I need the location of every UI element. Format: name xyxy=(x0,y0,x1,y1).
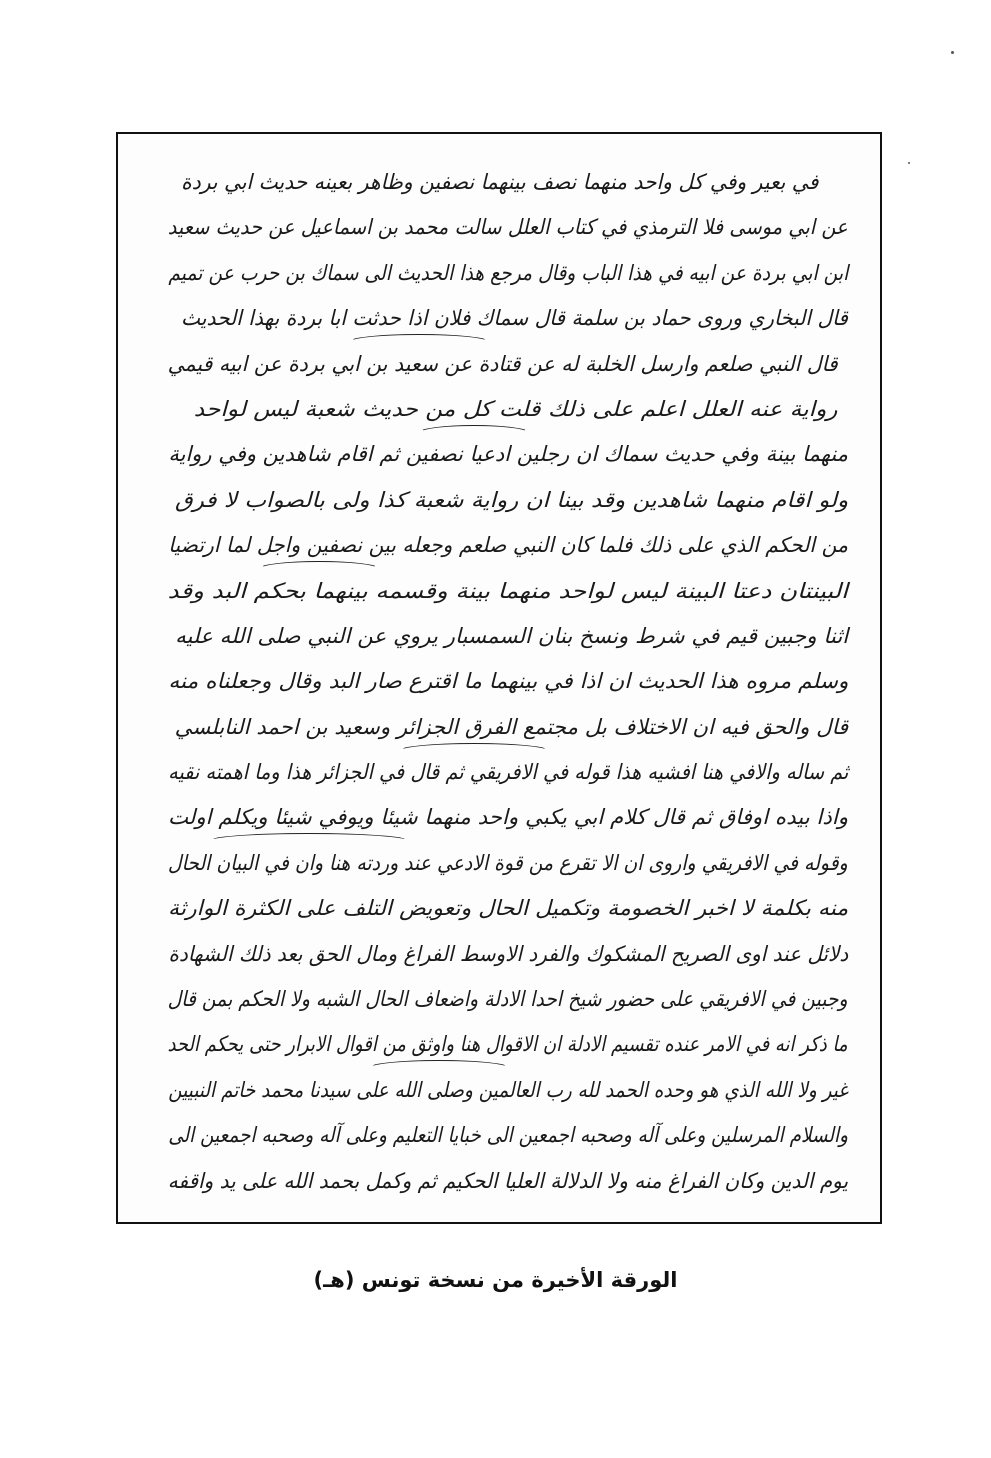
manuscript-line xyxy=(168,482,848,527)
manuscript-line xyxy=(168,1026,848,1071)
scan-speck xyxy=(908,162,910,164)
manuscript-text-block xyxy=(168,164,848,1208)
manuscript-line xyxy=(168,618,848,663)
manuscript-line xyxy=(168,346,848,391)
manuscript-line xyxy=(168,936,848,981)
manuscript-line-text: وقوله في الافريقي واروى ان الا تقرع من قوة الادعي عند وردته هنا وان في البيان الحال xyxy=(168,850,848,875)
scan-speck xyxy=(951,51,954,54)
manuscript-line-text: عن ابي موسى فلا الترمذي في كتاب العلل سالت محمد بن اسماعيل عن حديث سعيد xyxy=(168,215,848,240)
manuscript-line xyxy=(168,845,848,890)
manuscript-line-text: منهما بينة وفي حديث سماك ان رجلين ادعيا نصفين ثم اقام شاهدين وفي رواية xyxy=(168,442,848,467)
manuscript-line xyxy=(168,573,848,618)
manuscript-line-text: من الحكم الذي على ذلك فلما كان النبي صلعم وجعله بين نصفين واجل لما ارتضيا xyxy=(168,533,848,558)
manuscript-line xyxy=(168,209,848,254)
manuscript-line-text: غير ولا الله الذي هو وحده الحمد لله رب العالمين وصلى الله على سيدنا محمد خاتم النبيين xyxy=(168,1077,848,1102)
manuscript-line xyxy=(168,709,848,754)
manuscript-line xyxy=(168,255,848,300)
manuscript-line xyxy=(168,164,848,209)
manuscript-line xyxy=(168,890,848,935)
manuscript-line-text: رواية عنه العلل اعلم على ذلك قلت كل من حديث شعبة ليس لواحد xyxy=(194,396,838,421)
manuscript-line-text: ثم ساله والافي هنا افشيه هذا قوله في الافريقي ثم قال في الجزائر هذا وما اهمته نقيه xyxy=(167,760,848,785)
manuscript-line-text: وسلم مروه هذا الحديث ان اذا في بينهما ما اقترع صار البد وقال وجعلناه منه xyxy=(167,669,848,694)
manuscript-line-text: قال والحق فيه ان الاختلاف بل مجتمع الفرق الجزائر وسعيد بن احمد النابلسي xyxy=(174,714,848,739)
figure-caption: الورقة الأخيرة من نسخة تونس (هـ) xyxy=(313,1268,678,1292)
manuscript-line-text: والسلام المرسلين وعلى آله وصحبه اجمعين الى خبايا التعليم وعلى آله وصحبه اجمعين الى xyxy=(168,1123,848,1148)
manuscript-line xyxy=(168,1117,848,1162)
manuscript-line xyxy=(168,754,848,799)
manuscript-line-text: البينتان دعتا البينة ليس لواحد منهما بينة وقسمه بينهما بحكم البد وقد xyxy=(167,578,848,603)
manuscript-line-text: يوم الدين وكان الفراغ منه ولا الدلالة العليا الحكيم ثم وكمل بحمد الله على يد واقفه xyxy=(167,1168,848,1193)
manuscript-line xyxy=(168,527,848,572)
manuscript-line xyxy=(168,663,848,708)
manuscript-line xyxy=(168,1072,848,1117)
manuscript-line xyxy=(168,391,848,436)
manuscript-line-text: ما ذكر انه في الامر عنده تقسيم الادلة ان الاقوال هنا واوثق من اقوال الابرار حتى يحكم الحد xyxy=(167,1032,848,1057)
manuscript-line-text: قال البخاري وروى حماد بن سلمة قال سماك فلان اذا حدثت ابا بردة بهذا الحديث xyxy=(181,306,848,331)
manuscript-line xyxy=(168,436,848,481)
manuscript-page-frame xyxy=(116,132,882,1224)
manuscript-line-text: ابن ابي بردة عن ابيه في هذا الباب وقال مرجع هذا الحديث الى سماك بن حرب عن تميم xyxy=(168,260,848,285)
manuscript-line-text: ولو اقام منهما شاهدين وقد بينا ان رواية شعبة كذا ولى بالصواب لا فرق xyxy=(174,487,848,512)
manuscript-line xyxy=(168,981,848,1026)
manuscript-line xyxy=(168,300,848,345)
manuscript-line-text: واذا بيده اوفاق ثم قال كلام ابي يكبي واحد منهما شيئا ويوفي شيئا ويكلم اولت xyxy=(167,805,848,830)
manuscript-line-text: وجبين في الافريقي على حضور شيخ احدا الادلة واضعاف الحال الشبه ولا الحكم بمن قال xyxy=(168,987,848,1012)
manuscript-line xyxy=(168,799,848,844)
manuscript-line-text: اثنا وجبين قيم في شرط ونسخ بنان السمسبار يروي عن النبي صلى الله عليه xyxy=(174,623,848,648)
manuscript-line-text: قال النبي صلعم وارسل الخلبة له عن قتادة عن سعيد بن ابي بردة عن ابيه قيمي xyxy=(167,351,838,376)
manuscript-line-text: دلائل عند اوى الصريح المشكوك والفرد الاوسط الفراغ ومال الحق بعد ذلك الشهادة xyxy=(168,941,848,966)
manuscript-line xyxy=(168,1163,848,1208)
manuscript-line-text: منه بكلمة لا اخبر الخصومة وتكميل الحال وتعويض التلف على الكثرة الوارثة xyxy=(167,896,848,921)
manuscript-line-text: في بعير وفي كل واحد منهما نصف بينهما نصفين وظاهر بعينه حديث ابي بردة xyxy=(180,170,818,194)
